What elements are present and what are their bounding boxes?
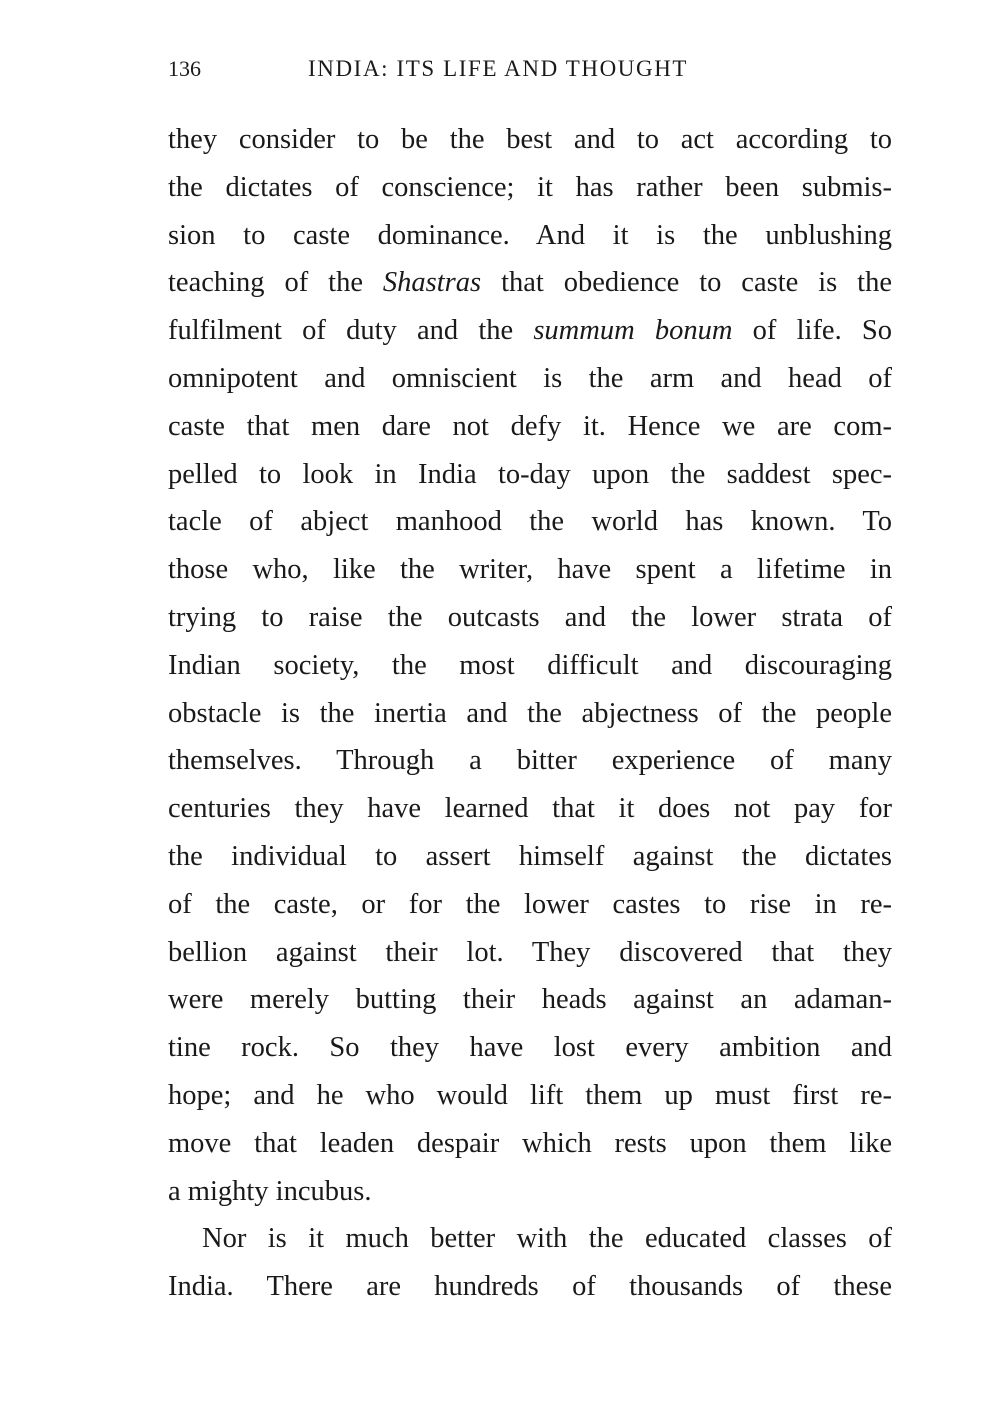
text-line: those who, like the writer, have spent a lifetime in	[168, 554, 892, 586]
italic-term: Shastras	[382, 267, 482, 299]
italic-term: summum bonum	[533, 315, 733, 347]
running-title: INDIA: ITS LIFE AND THOUGHT	[308, 56, 689, 81]
text-line: caste that men dare not defy it. Hence we are com-	[168, 410, 892, 442]
text-line: a mighty incubus.	[168, 1175, 372, 1207]
body-text	[168, 116, 892, 1311]
text-line: were merely butting their heads against an adaman-	[168, 984, 892, 1016]
paragraph-2	[168, 1215, 892, 1311]
line-text: of life. So	[732, 315, 892, 347]
paragraph-1	[168, 116, 892, 1215]
text-line: obstacle is the inertia and the abjectness of the people	[168, 697, 892, 729]
text-line: Nor is it much better with the educated classes of	[202, 1223, 892, 1255]
text-line: trying to raise the outcasts and the lower strata of	[168, 601, 892, 633]
text-line: India. There are hundreds of thousands of these	[168, 1271, 892, 1303]
text-line: themselves. Through a bitter experience of many	[168, 745, 892, 777]
text-line: the individual to assert himself against the dictates	[168, 840, 892, 872]
line-text: that obedience to caste is the	[481, 267, 892, 299]
page-number: 136	[168, 56, 201, 81]
text-line: omnipotent and omniscient is the arm and head of	[168, 362, 892, 394]
text-line: sion to caste dominance. And it is the unblushing	[168, 219, 892, 251]
line-text: teaching of the	[168, 267, 383, 299]
text-line: tine rock. So they have lost every ambition and	[168, 1032, 892, 1064]
text-line: tacle of abject manhood the world has known. To	[168, 506, 892, 538]
text-line: the dictates of conscience; it has rather been submis-	[168, 171, 892, 203]
running-head	[168, 56, 892, 90]
text-line: centuries they have learned that it does not pay for	[168, 793, 892, 825]
line-text: fulfilment of duty and the	[168, 315, 534, 347]
text-line	[168, 259, 892, 307]
text-line: move that leaden despair which rests upon them like	[168, 1127, 892, 1159]
text-line: of the caste, or for the lower castes to rise in re-	[168, 888, 892, 920]
text-line: bellion against their lot. They discovered that they	[168, 936, 892, 968]
text-line: they consider to be the best and to act according to	[168, 124, 892, 155]
text-line: pelled to look in India to-day upon the saddest spec-	[168, 458, 892, 490]
text-line: Indian society, the most difficult and discouraging	[168, 649, 892, 681]
text-line: hope; and he who would lift them up must first re-	[168, 1079, 892, 1111]
text-line	[168, 307, 892, 355]
